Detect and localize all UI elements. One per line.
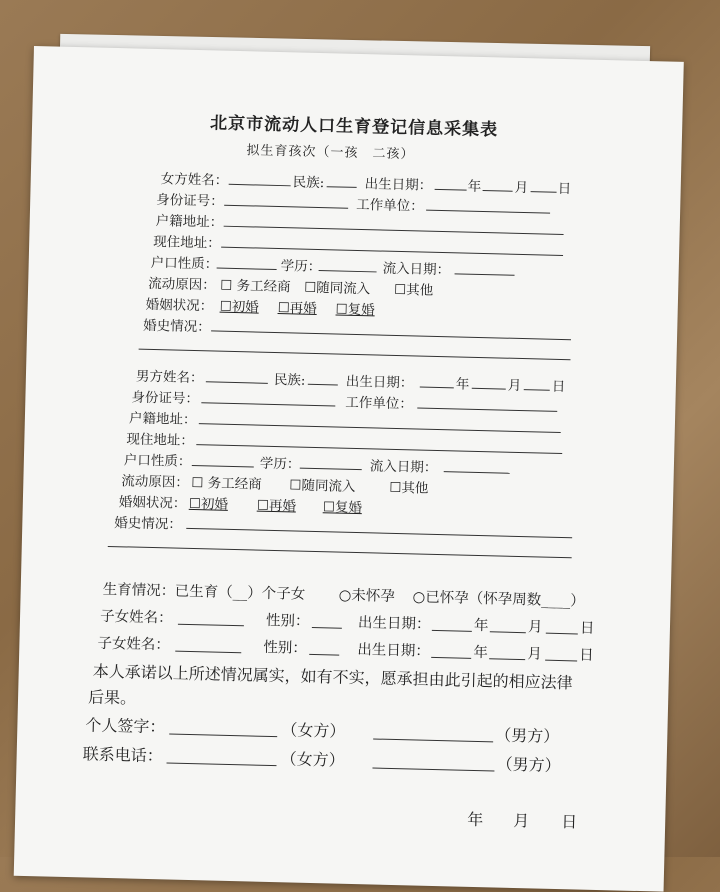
female-inflow-label: 流入日期： — [382, 260, 451, 279]
female-marital-reunited[interactable]: ☐复婚 — [335, 301, 375, 319]
female-hukou-type-label: 户口性质： — [150, 254, 219, 273]
male-marital-label: 婚姻状况： — [118, 494, 187, 512]
female-birth-year-field[interactable] — [435, 189, 467, 191]
female-marital-first[interactable]: ☐初婚 — [219, 298, 259, 316]
pledge-line-2: 后果。 — [87, 687, 137, 708]
male-name-label: 男方姓名： — [135, 368, 204, 387]
male-reason-option-work[interactable]: ☐ 务工经商 — [191, 474, 262, 493]
child-1-year-unit: 年 — [473, 617, 489, 635]
child-2-month-field[interactable] — [489, 658, 525, 660]
male-birth-month-field[interactable] — [472, 388, 506, 390]
child-2-year-field[interactable] — [431, 657, 471, 659]
phone-female-tag: （女方） — [280, 749, 345, 770]
child-1-month-field[interactable] — [490, 631, 526, 633]
child-1-year-field[interactable] — [432, 630, 472, 632]
date-day: 日 — [560, 812, 578, 832]
male-history-field-2[interactable] — [108, 546, 572, 558]
phone-female-field[interactable] — [167, 762, 277, 766]
male-name-field[interactable] — [206, 381, 268, 384]
male-hukou-type-label: 户口性质： — [123, 452, 192, 470]
birth-status-not-pregnant[interactable]: ○未怀孕 — [338, 587, 395, 605]
child-2-birth-label: 出生日期： — [357, 642, 431, 660]
date-year: 年 — [467, 809, 484, 830]
male-history-field[interactable] — [186, 528, 572, 538]
male-birth-day-field[interactable] — [524, 389, 550, 391]
child-2-year-unit: 年 — [473, 644, 488, 662]
male-education-field[interactable] — [300, 468, 362, 471]
female-name-label: 女方姓名： — [160, 171, 229, 189]
female-birth-day-field[interactable] — [531, 191, 557, 193]
birth-status-label: 生育情况： — [102, 581, 176, 600]
male-work-field[interactable] — [417, 407, 557, 411]
female-marital-label: 婚姻状况： — [145, 296, 214, 315]
child-2-day-unit: 日 — [579, 647, 594, 664]
child-1-name-label: 子女姓名： — [99, 608, 173, 627]
female-name-field[interactable] — [229, 184, 291, 187]
signature-label: 个人签字： — [85, 715, 166, 737]
child-1-day-field[interactable] — [546, 633, 578, 635]
form-paper — [14, 46, 684, 892]
female-inflow-field[interactable] — [455, 273, 515, 275]
male-birth-label: 出生日期： — [345, 373, 414, 392]
female-education-field[interactable] — [319, 270, 377, 272]
male-hukou-addr-label: 户籍地址： — [128, 410, 197, 429]
form-title: 北京市流动人口生育登记信息采集表 — [209, 113, 499, 141]
date-month: 月 — [512, 810, 530, 831]
female-reason-option-accompany[interactable]: ☐随同流入 — [303, 279, 371, 298]
female-history-field-2[interactable] — [139, 349, 571, 361]
phone-male-field[interactable] — [372, 767, 494, 771]
signature-male-field[interactable] — [373, 738, 493, 742]
male-ethnicity-field[interactable] — [308, 384, 338, 386]
child-2-month-unit: 月 — [527, 646, 542, 663]
male-marital-remarried[interactable]: ☐再婚 — [256, 497, 297, 515]
male-birth-year-field[interactable] — [420, 387, 454, 389]
child-2-gender-label: 性别： — [263, 639, 308, 657]
male-hukou-addr-field[interactable] — [199, 423, 561, 433]
female-reason-option-work[interactable]: ☐ 务工经商 — [220, 277, 291, 296]
phone-male-tag: （男方） — [496, 754, 561, 776]
child-1-name-field[interactable] — [178, 624, 244, 627]
female-marital-remarried[interactable]: ☐再婚 — [277, 300, 317, 317]
male-reason-option-accompany[interactable]: ☐随同流入 — [289, 477, 356, 495]
female-hukou-type-field[interactable] — [217, 268, 277, 270]
signature-female-tag: （女方） — [281, 720, 346, 741]
male-reason-label: 流动原因： — [121, 473, 190, 491]
female-current-addr-field[interactable] — [221, 247, 563, 256]
male-marital-reunited[interactable]: ☐复婚 — [322, 499, 363, 517]
female-reason-option-other[interactable]: ☐其他 — [393, 281, 434, 299]
male-inflow-field[interactable] — [444, 471, 510, 474]
male-hukou-type-field[interactable] — [192, 465, 254, 468]
female-id-field[interactable] — [224, 205, 348, 209]
female-birth-label: 出生日期： — [364, 176, 433, 194]
female-reason-label: 流动原因： — [148, 275, 216, 294]
child-1-birth-label: 出生日期： — [357, 615, 431, 633]
child-1-month-unit: 月 — [527, 619, 543, 636]
female-birth-month-field[interactable] — [483, 190, 513, 192]
child-2-gender-field[interactable] — [309, 654, 339, 656]
male-ethnicity-label: 民族: — [273, 371, 306, 389]
female-birth-month-unit: 月 — [514, 179, 529, 197]
male-education-label: 学历： — [259, 455, 301, 473]
male-work-label: 工作单位： — [345, 394, 414, 413]
male-current-addr-field[interactable] — [196, 444, 562, 454]
male-history-label: 婚史情况： — [114, 515, 183, 533]
female-birth-year-unit: 年 — [467, 178, 482, 195]
signature-male-tag: （男方） — [495, 725, 560, 747]
female-education-label: 学历： — [280, 258, 322, 276]
male-id-label: 身份证号： — [131, 389, 200, 408]
pledge-line-1: 本人承诺以上所述情况属实，如有不实，愿承担由此引起的相应法律 — [92, 661, 573, 693]
signature-female-field[interactable] — [169, 734, 277, 738]
child-1-gender-field[interactable] — [312, 627, 342, 629]
male-reason-option-other[interactable]: ☐其他 — [389, 479, 429, 497]
female-ethnicity-label: 民族: — [292, 174, 325, 192]
male-marital-first[interactable]: ☐初婚 — [188, 495, 229, 513]
female-birth-day-unit: 日 — [557, 180, 572, 198]
male-current-addr-label: 现住地址： — [126, 431, 195, 450]
child-2-name-label: 子女姓名： — [97, 635, 171, 654]
female-current-addr-label: 现住地址： — [153, 233, 221, 252]
female-ethnicity-field[interactable] — [327, 186, 357, 188]
female-id-label: 身份证号： — [156, 192, 224, 210]
birth-status-born[interactable]: 已生育（__）个子女 — [174, 583, 306, 603]
male-birth-month-unit: 月 — [507, 377, 522, 395]
male-inflow-label: 流入日期： — [369, 458, 438, 476]
child-1-day-unit: 日 — [579, 620, 595, 637]
female-hukou-addr-field[interactable] — [224, 226, 564, 235]
form-subtitle: 拟生育孩次（一孩 二孩） — [246, 143, 415, 163]
child-1-gender-label: 性别： — [265, 612, 310, 630]
female-hukou-addr-label: 户籍地址： — [155, 213, 224, 231]
phone-label: 联系电话： — [82, 744, 163, 766]
female-work-label: 工作单位： — [356, 196, 424, 215]
female-history-label: 婚史情况： — [143, 317, 211, 336]
male-birth-year-unit: 年 — [455, 376, 470, 393]
female-work-field[interactable] — [426, 210, 550, 214]
male-birth-day-unit: 日 — [551, 378, 566, 396]
birth-status-pregnant[interactable]: ○已怀孕（怀孕周数____） — [412, 589, 585, 610]
child-2-name-field[interactable] — [175, 651, 241, 654]
child-2-day-field[interactable] — [545, 660, 577, 662]
male-id-field[interactable] — [201, 402, 335, 406]
female-history-field[interactable] — [211, 330, 571, 340]
